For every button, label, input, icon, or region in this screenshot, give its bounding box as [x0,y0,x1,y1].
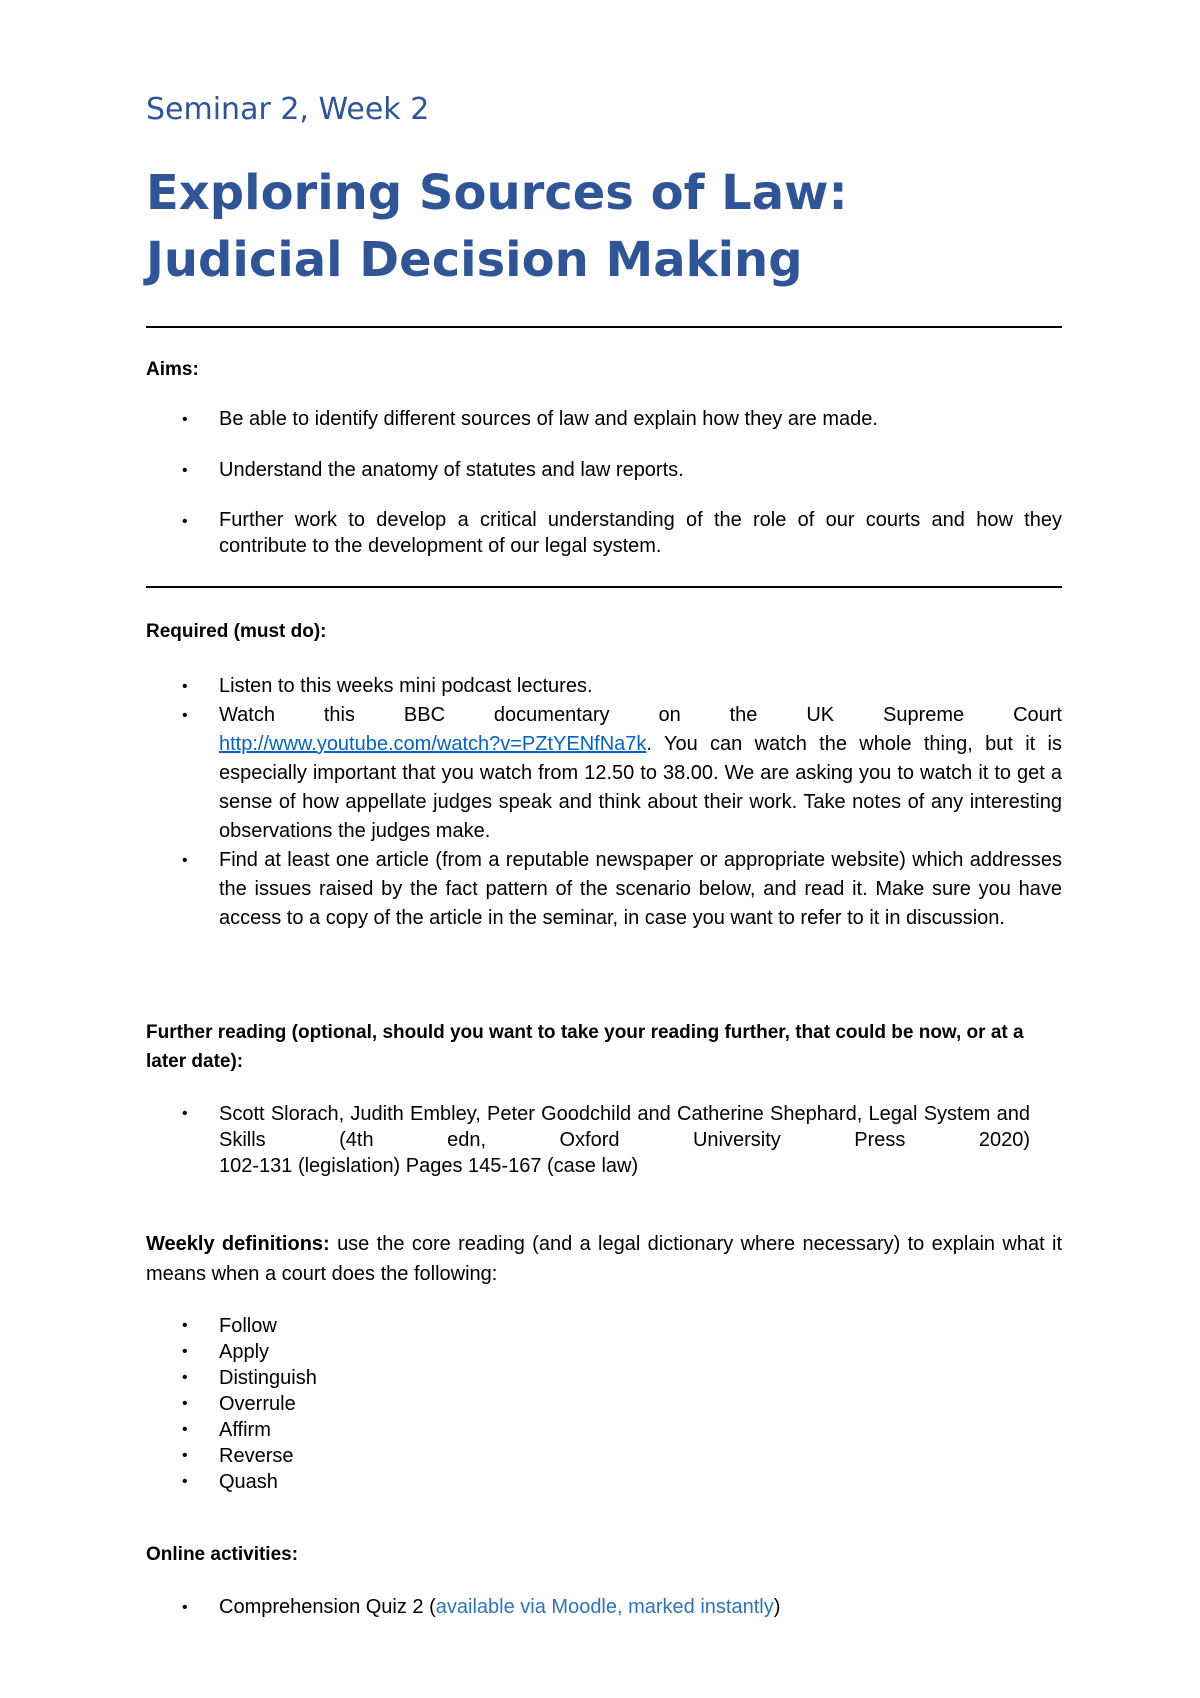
definition-term [146,1339,1062,1365]
page-title [146,160,1062,294]
aims-item-text: Be able to identify different sources of law and explain how they are made. [219,408,878,430]
bullet-icon: • [182,1395,188,1412]
bullet-icon: • [182,1447,188,1464]
required-item [146,701,1062,846]
definitions-list [146,1313,1062,1495]
weekly-definitions-label: Weekly definitions: [146,1233,330,1255]
title-line-1: Exploring Sources of Law: [146,165,848,221]
aims-item [146,405,1062,434]
definition-term [146,1417,1062,1443]
bullet-icon: • [182,411,188,428]
definition-term-text: Apply [219,1341,270,1363]
bullet-icon: • [182,852,188,869]
divider-top [146,326,1062,328]
divider-bottom [146,586,1062,588]
documentary-line: Watch this BBC documentary on the UK Supreme Court [219,704,1062,726]
further-reading-item [146,1101,1062,1179]
required-heading: Required (must do): [146,621,327,642]
aims-heading: Aims: [146,359,199,380]
aims-item [146,456,1062,485]
further-reading-list [146,1101,1062,1179]
quiz-availability-note: available via Moodle, marked instantly [435,1596,774,1618]
title-line-2: Judicial Decision Making [146,232,803,288]
definition-term-text: Overrule [219,1393,296,1415]
aims-list [146,405,1062,559]
bullet-icon: • [182,678,188,695]
bullet-icon: • [182,513,188,530]
online-activities-heading: Online activities: [146,1544,299,1565]
definition-term [146,1391,1062,1417]
required-item-text: Find at least one article (from a reputable newspaper or appropriate website) which addresses the issues raised by the fact pattern of the scenario below, and read it. Make sure you have access to a copy of the article in the seminar, in case you want to refer to it in discussion. [219,849,1062,929]
required-item [146,846,1062,933]
aims-item-text: Further work to develop a critical understanding of the role of our courts and how they contribute to the development of our legal system. [219,509,1062,557]
bullet-icon: • [182,707,188,724]
quiz-text: Comprehension Quiz 2 ( [219,1596,436,1618]
aims-item [146,507,1062,559]
bullet-icon: • [182,1317,188,1334]
documentary-paragraph [219,730,1062,846]
required-item [146,672,1062,701]
required-list [146,672,1062,933]
definition-term [146,1365,1062,1391]
online-activity-item [146,1593,1062,1622]
bullet-icon: • [182,462,188,479]
definition-term-text: Quash [219,1471,278,1493]
seminar-subtitle: Seminar 2, Week 2 [146,92,430,127]
documentary-instructions: . You can watch the whole thing, but it is especially important that you watch from 12.50 to 38.00. We are asking you to watch it to get a sense of how appellate judges speak and think about their work. Take notes of any interesting observations the judges make. [219,733,1062,842]
definition-term-text: Distinguish [219,1367,317,1389]
reference-pages: 102-131 (legislation) Pages 145-167 (case law) [219,1155,639,1177]
reference-text: Scott Slorach, Judith Embley, Peter Goodchild and Catherine Shephard, Legal System and Skills (4th edn, Oxford University Press 2020) [219,1103,1030,1151]
definition-term-text: Affirm [219,1419,271,1441]
bullet-icon: • [182,1105,188,1122]
online-activities-list [146,1593,1062,1622]
definition-term [146,1443,1062,1469]
bullet-icon: • [182,1599,188,1616]
bullet-icon: • [182,1343,188,1360]
bullet-icon: • [182,1421,188,1438]
definition-term-text: Follow [219,1315,277,1337]
definition-term [146,1313,1062,1339]
bullet-icon: • [182,1473,188,1490]
definition-term [146,1469,1062,1495]
aims-item-text: Understand the anatomy of statutes and law reports. [219,459,684,481]
quiz-text-close: ) [773,1596,781,1618]
youtube-link[interactable]: http://www.youtube.com/watch?v=PZtYENfNa7k [219,733,647,755]
definition-term-text: Reverse [219,1445,294,1467]
weekly-definitions-text: use the core reading (and a legal dictionary where necessary) to explain what it means when a court does the following: [146,1233,1063,1285]
bullet-icon: • [182,1369,188,1386]
further-reading-heading: Further reading (optional, should you want to take your reading further, that could be now, or at a later date): [146,1022,1024,1072]
weekly-definitions-paragraph [146,1229,1062,1289]
required-item-text: Listen to this weeks mini podcast lectures. [219,675,593,697]
